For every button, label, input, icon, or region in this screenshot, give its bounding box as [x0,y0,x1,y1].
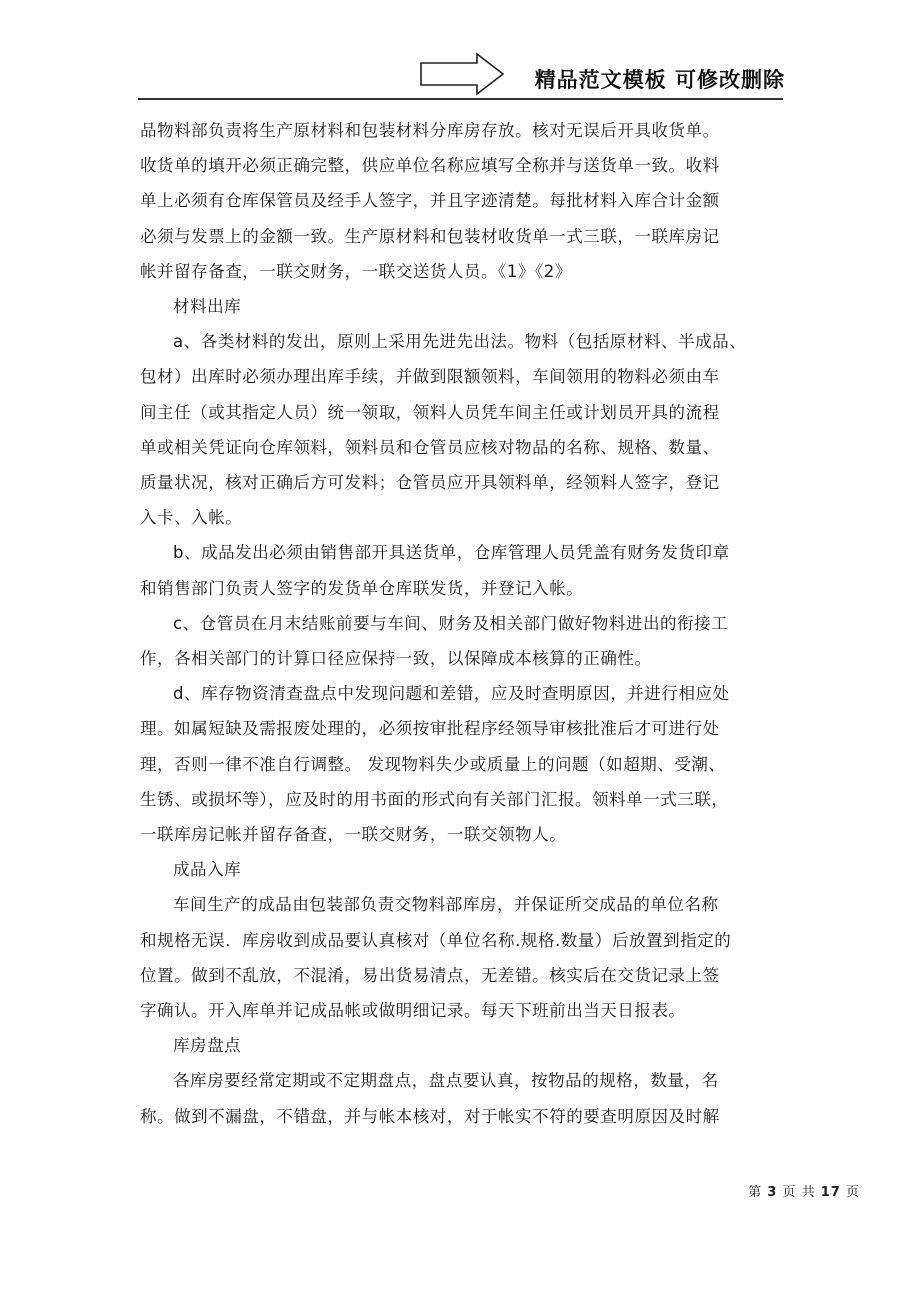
text-line: 单或相关凭证向仓库领料，领料员和仓管员应核对物品的名称、规格、数量、 [140,437,720,457]
text-line: 和规格无误．库房收到成品要认真核对（单位名称.规格.数量）后放置到指定的 [140,930,732,950]
text-line: 收货单的填开必须正确完整，供应单位名称应填写全称并与送货单一致。收料 [140,156,720,176]
page-number-prefix: 第 [748,1185,763,1200]
text-line: d、库存物资清查盘点中发现问题和差错，应及时查明原因，并进行相应处 [173,684,730,704]
text-line: 和销售部门负责人签字的发货单仓库联发货，并登记入帐。 [140,578,584,598]
text-line: 一联库房记帐并留存备查，一联交财务，一联交领物人。 [140,825,567,845]
page-number [748,1181,860,1200]
page-number-middle: 页 共 [782,1185,816,1200]
text-line: 库房盘点 [173,1036,242,1056]
text-line: 各库房要经常定期或不定期盘点，盘点要认真，按物品的规格，数量，名 [173,1071,719,1091]
text-line: 品物料部负责将生产原材料和包装材料分库房存放。核对无误后开具收货单。 [140,121,720,140]
text-line: 单上必须有仓库保管员及经手人签字，并且字迹清楚。每批材料入库合计金额 [140,191,720,211]
text-line: 材料出库 [173,297,242,317]
text-line: a、各类材料的发出，原则上采用先进先出法。物料（包括原材料、半成品、 [173,332,747,352]
current-page: 3 [767,1185,778,1200]
arrow-right-icon [419,52,505,96]
text-line: 理，否则一律不准自行调整。 发现物料失少或质量上的问题（如超期、受潮、 [140,754,726,774]
text-line: 生锈、或损坏等），应及时的用书面的形式向有关部门汇报。领料单一式三联， [140,789,729,809]
page-number-suffix: 页 [845,1185,860,1200]
text-line: 成品入库 [173,860,242,880]
text-line: 入卡、入帐。 [140,508,243,528]
header-divider [138,98,783,100]
text-line: 质量状况，核对正确后方可发料；仓管员应开具领料单，经领料人签字，登记 [140,473,720,493]
text-line: 理。如属短缺及需报废处理的，必须按审批程序经领导审核批准后才可进行处 [140,719,720,739]
text-line: 间主任（或其指定人员）统一领取，领料人员凭车间主任或计划员开具的流程 [140,402,720,422]
text-line: b、成品发出必须由销售部开具送货单，仓库管理人员凭盖有财务发货印章 [173,543,730,563]
text-line: 作，各相关部门的计算口径应保持一致，以保障成本核算的正确性。 [140,649,652,669]
text-line: c、仓管员在月末结账前要与车间、财务及相关部门做好物料进出的衔接工 [173,613,729,633]
total-pages: 17 [820,1185,841,1200]
text-line: 车间生产的成品由包装部负责交物料部库房，并保证所交成品的单位名称 [173,895,719,915]
header-title: 精品范文模板 可修改删除 [534,68,785,92]
text-line: 帐并留存备查，一联交财务，一联交送货人员。《1》《2》 [140,261,572,281]
text-line: 称。做到不漏盘，不错盘，并与帐本核对，对于帐实不符的要查明原因及时解 [140,1106,720,1126]
page-header [0,0,920,100]
document-body [140,113,780,1134]
text-line: 包材）出库时必须办理出库手续，并做到限额领料，车间领用的物料必须由车 [140,367,720,387]
text-line: 位置。做到不乱放，不混淆，易出货易清点，无差错。核实后在交货记录上签 [140,965,720,985]
text-line: 必须与发票上的金额一致。生产原材料和包装材收货单一式三联，一联库房记 [140,226,720,246]
text-line: 字确认。开入库单并记成品帐或做明细记录。每天下班前出当天日报表。 [140,1001,686,1021]
